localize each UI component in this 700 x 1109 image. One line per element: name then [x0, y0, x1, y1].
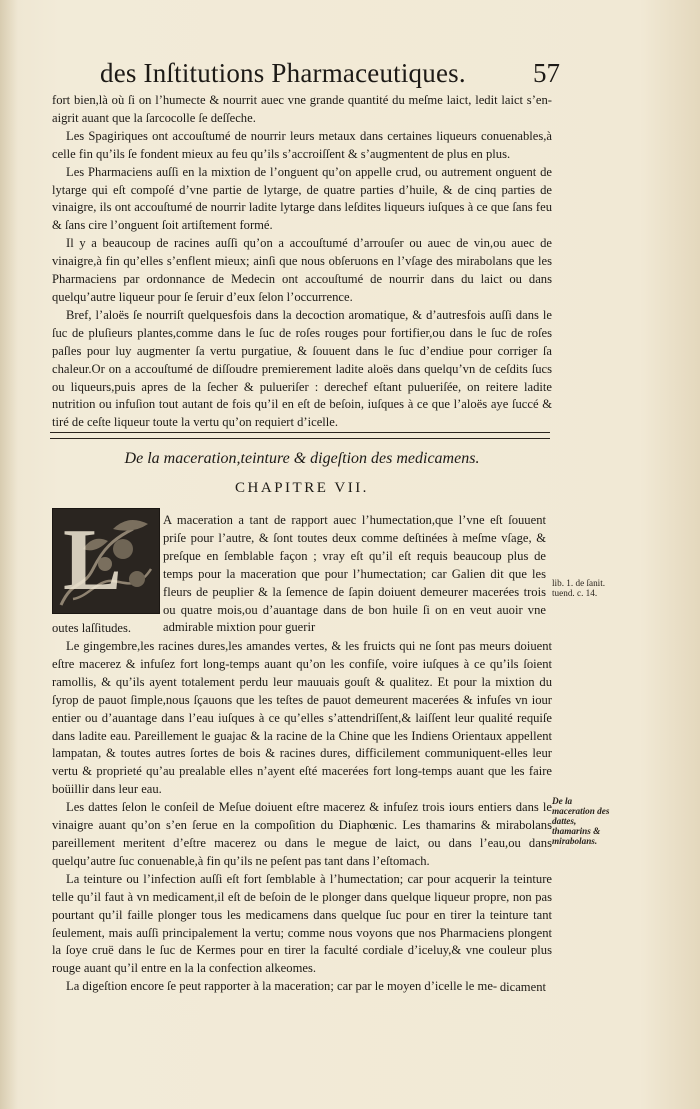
top-text-block [52, 92, 552, 432]
paragraph: La teinture ou l’infection auſſi eſt fort ſemblable à l’humectation; car pour acquerir la teinture telle qu’il faut à vn medicament,il eſt de beſoin de le plonger dans quelque liqueur propre, non pas pourtant qu’il faille plonger tous les medicamens dans quelque ſuc pour en tirer la teinture tant ſeulement, mais auſſi principalement la vertu; comme nous voyons que nos Pharmaciens plongent la ſoye cruë dans le ſuc de Kermes pour en tirer la faculté cordiale d’iceluy,& vne couleur plus rouge auant qu’il entre en la la confection alkeomes. [52, 871, 552, 976]
first-paragraph-tail [52, 620, 552, 638]
paragraph: Les Pharmaciens auſſi en la mixtion de l’onguent qu’on appelle crud, ou autrement onguent de lytarge qui eſt compoſé d’vne partie de lytarge, de quatre parties d’huile, & de cinq parties de vinaigre, ils ont accouſtumé de nourrir ladite lytarge dans leſdites liqueurs iuſques à ce que ſans feu & ſans cire l’onguent ſoit artiſtement formé. [52, 164, 552, 233]
catchword: dicament [499, 980, 546, 994]
page-number: 57 [533, 58, 560, 88]
decorated-initial [52, 508, 160, 614]
initial-letter: L [63, 512, 122, 609]
paragraph: Les Spagiriques ont accouſtumé de nourrir leurs metaux dans certaines liqueurs conuenables,à celle fin qu’ils ſe fondent mieux au feu qu’ils s’accroiſſent & s’augmentent de plus en plus. [52, 128, 552, 161]
paragraph: Le gingembre,les racines dures,les amandes vertes, & les fruicts qui ne ſont pas meurs doiuent eſtre macerez & infuſez fort long-temps auant qu’on les confiſe, voire iuſques à ce qu’ils ſoient ramollis, & qu’ils ayent totalement perdu leur mauuais gouſt & qualitez. Et pour la mixtion du ſyrop de pauot ſimple,nous ſçauons que les teſtes de pauot demeurent macerées & infuſes vn iour entier ou d’auantage dans l’eau iuſques à ce qu’elles s’attendriſſent,& laiſſent leur qualité requiſe dans ladite eau. Pareillement le guajac & la racine de la Chine que les Indiens Orientaux appellent lampatan, & toutes autres ſortes de bois & racines dures, difficilement communiquent-elles leur vertu & proprieté qu’au prealable elles n’ayent eſté macerées fort long-temps auant que les faire boüillir dans leur eau. [52, 639, 552, 797]
chapter-heading: De la maceration,teinture & digeſtion des medicamens. [124, 450, 480, 467]
paragraph: A maceration a tant de rapport auec l’humectation,que l’vne eſt ſouuent priſe pour l’autre, & ſont toutes deux comme deſtinées à meſme vſage, & preſque en ſemblable façon ; vray eſt qu’il eſt requis beaucoup plus de temps pour la maceration que pour l’humectation; car Galien dit que les fleurs de peuplier & la ſemence de ſapin doiuent demeurer macerées trois ou quatre mois,ou d’auantage dans de bon huile ſi on en veut auoir vne admirable mixtion pour guerir [163, 513, 546, 635]
paragraph: outes laſſitudes. [52, 621, 132, 635]
paragraph: Il y a beaucoup de racines auſſi qu’on a accouſtumé d’arrouſer ou auec de vin,ou auec de vinaigre,à fin qu’elles s’enflent mieux; ainſi que nous obſeruons en l’vſage des mirabolans que les Pharmaciens par ordonnance de Medecin ont accouſtumé de nourrir dans du laict ou dans quelqu’autre liqueur pour ſe ſeruir d’eux ſelon l’occurrence. [52, 236, 552, 304]
running-head [100, 58, 560, 92]
margin-note-dattes: De la maceration des dattes, thamarins & mirabolans. [552, 796, 610, 846]
paragraph: Bref, l’aloës ſe nourriſt quelquesfois dans la decoction aromatique, & d’autresfois auſſi dans le ſuc de pluſieurs plantes,comme dans le ſuc de roſes rouges pour fortifier,ou dans le ſuc de roſes paſles pour luy augmenter ſa vertu purgatiue, & ſouuent dans le ſuc d’endiue pour corriger ſa chaleur.Or on a accouſtumé de diſſoudre premierement ladite aloës dans quelqu’vn de ceſdits ſucs ou liqueurs,puis apres de la ſecher & pulueriſer : derechef eſtant pulueriſée, on reitere ladite nutrition ou infuſion tout autant de fois qu’il en eſt de beſoin, iuſques à ce que l’aloës aye ſuccé & tiré de ceſte liqueur toute la vertu qu’on requiert d’icelle. [52, 307, 552, 430]
margin-note-reference: lib. 1. de ſanit. tuend. c. 14. [552, 578, 606, 598]
chapter-number: CHAPITRE VII. [235, 480, 369, 496]
paragraph: Les dattes ſelon le conſeil de Meſue doiuent eſtre macerez & infuſez trois iours entiers dans le vinaigre auant qu’on s’en ſerue en la compoſition du Diaphœnic. Les thamarins & mirabolans pareillement meritent d’eſtre macerez ou dans le megue de laict, ou dans l’eau,ou dans quelqu’autre ſuc conuenable,à fin qu’ils ne peſent pas tant dans l’eſtomach. [52, 800, 552, 868]
paragraph: fort bien,là où ſi on l’humecte & nourrit auec vne grande quantité du meſme laict, ledit laict s’en-aigrit auant que la ſarcocolle ſe deſſeche. [52, 93, 552, 125]
section-divider [50, 432, 550, 439]
paragraph: La digeſtion encore ſe peut rapporter à la maceration; car par le moyen d’icelle le me- [66, 979, 498, 994]
first-paragraph [163, 512, 546, 637]
chapter-body [52, 638, 552, 996]
running-title: des Inſtitutions Pharmaceutiques. [100, 58, 466, 88]
